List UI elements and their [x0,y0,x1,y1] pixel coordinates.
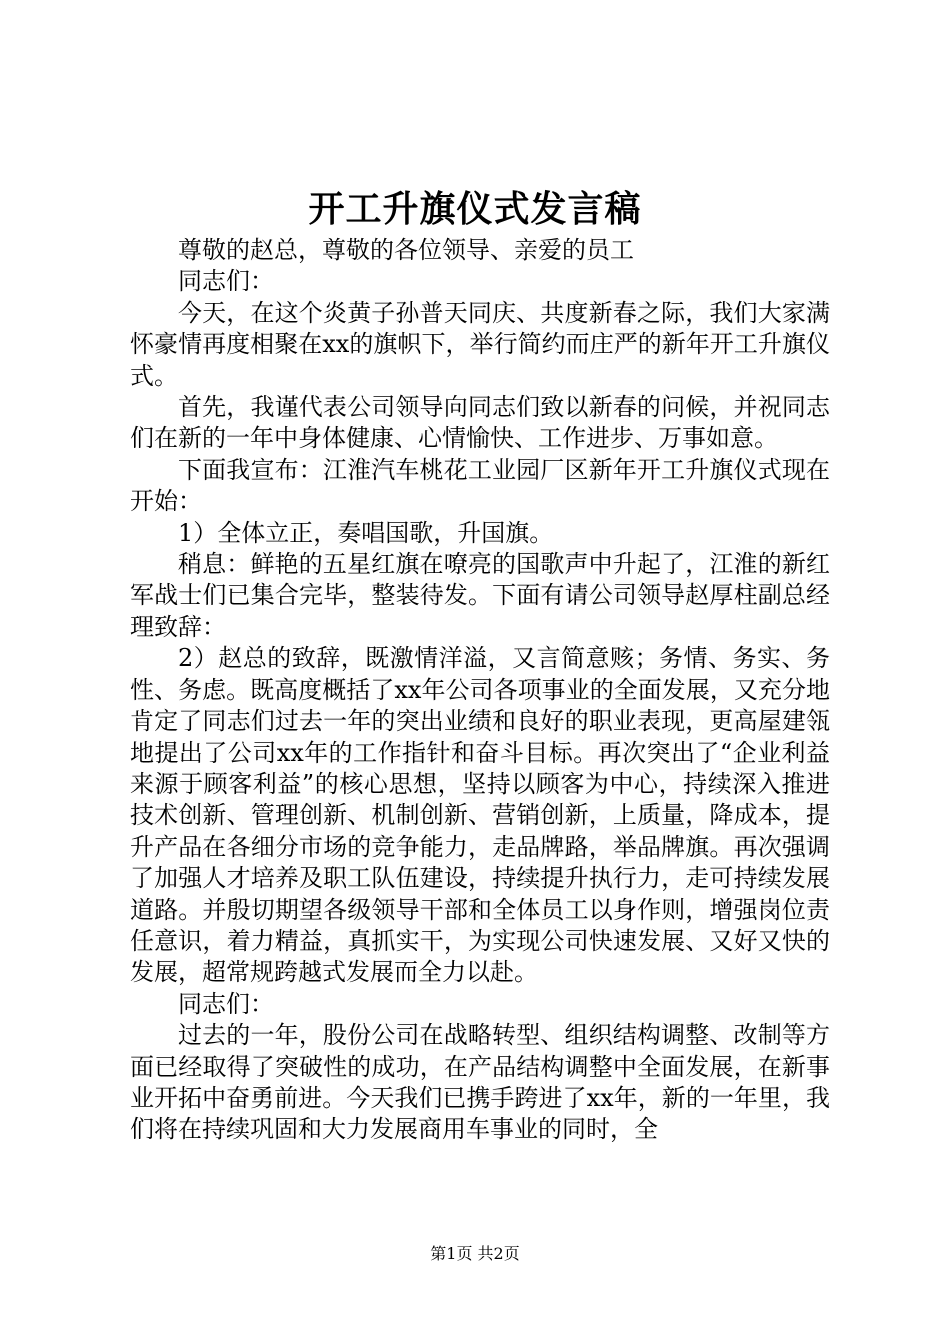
paragraph: 稍息：鲜艳的五星红旗在嘹亮的国歌声中升起了，江淮的新红军战士们已集合完毕，整装待发。下面有请公司领导赵厚柱副总经理致辞： [130,550,830,641]
document-title: 开工升旗仪式发言稿 [308,188,642,230]
paragraph: 今天，在这个炎黄子孙普天同庆、共度新春之际，我们大家满怀豪情再度相聚在xx的旗帜下，举行简约而庄严的新年开工升旗仪式。 [130,298,830,390]
list-item: 1）全体立正，奏唱国歌，升国旗。 [178,518,554,547]
paragraph: 下面我宣布：江淮汽车桃花工业园厂区新年开工升旗仪式现在开始： [130,455,830,516]
list-item: 2）赵总的致辞，既激情洋溢，又言简意赅；务情、务实、务性、务虑。既高度概括了xx年公司各项事业的全面发展，又充分地肯定了同志们过去一年的突出业绩和良好的职业表现，更高屋建瓴地提出了公司xx年的工作指针和奋斗目标。再次突出了“企业利益来源于顾客利益”的核心思想，坚持以顾客为中心，持续深入推进技术创新、管理创新、机制创新、营销创新，上质量，降成本，提升产品在各细分市场的竞争能力，走品牌路，举品牌旗。再次强调了加强人才培养及职工队伍建设，持续提升执行力，走可持续发展道路。并殷切期望各级领导干部和全体员工以身作则，增强岗位责任意识，着力精益，真抓实干，为实现公司快速发展、又好又快的发展，超常规跨越式发展而全力以赴。 [130,644,830,987]
paragraph: 过去的一年，股份公司在战略转型、组织结构调整、改制等方面已经取得了突破性的成功，在产品结构调整中全面发展，在新事业开拓中奋勇前进。今天我们已携手跨进了xx年，新的一年里，我们将在持续巩固和大力发展商用车事业的同时，全 [130,1021,830,1144]
salutation: 尊敬的赵总，尊敬的各位领导、亲爱的员工 [178,236,634,264]
greeting: 同志们： [178,267,274,296]
page-number: 第1页 共2页 [430,1244,520,1263]
document-body [130,235,830,1146]
greeting: 同志们： [178,989,274,1018]
paragraph: 首先，我谨代表公司领导向同志们致以新春的问候，并祝同志们在新的一年中身体健康、心情愉快、工作进步、万事如意。 [130,393,830,453]
